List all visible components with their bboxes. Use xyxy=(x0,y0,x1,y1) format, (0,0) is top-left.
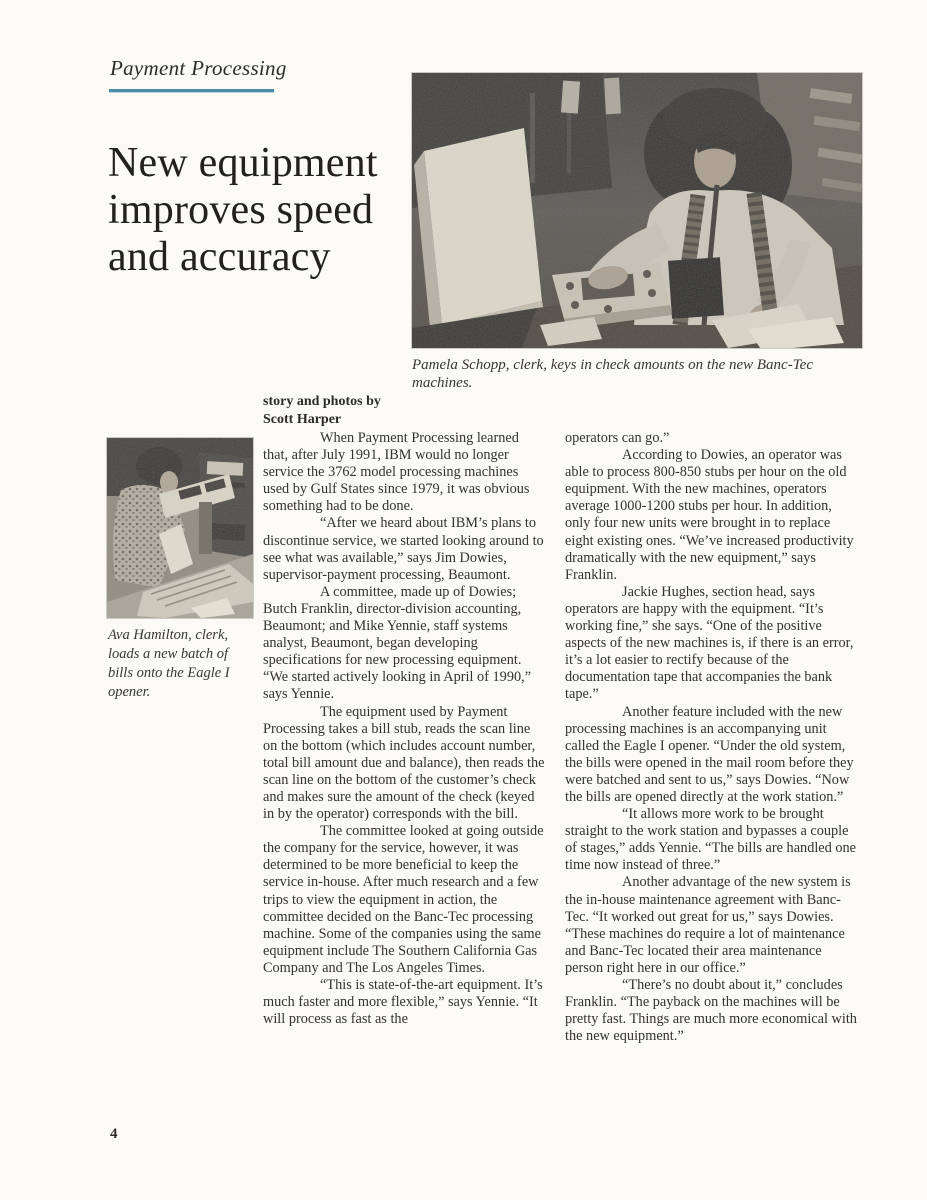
article-title-line-2: improves speed xyxy=(108,187,374,233)
body-paragraph: operators can go.” xyxy=(565,430,670,446)
body-paragraph: A committee, made up of Dowies; Butch Franklin, director-division accounting, Beaumont; and Mike Yennie, staff systems analyst, Beaumont, began developing specifications for new processing equipment. “We started actively looking in April of 1990,” says Yennie. xyxy=(263,583,532,703)
page-number: 4 xyxy=(110,1126,118,1142)
byline xyxy=(263,393,463,428)
side-photo-caption: Ava Hamilton, clerk, loads a new batch of bills onto the Eagle I opener. xyxy=(108,627,230,700)
body-paragraph: Another feature included with the new processing machines is an accompanying unit called the Eagle I opener. “Under the old system, the bills were opened in the mail room before they were batched and sent to us,” says Dowies. “Now the bills are opened directly at the work station.” xyxy=(565,703,854,805)
byline-line-2: Scott Harper xyxy=(263,411,342,427)
body-paragraph: “It allows more work to be brought straight to the work station and bypasses a couple of stages,” adds Yennie. “The bills are handled one time now instead of three.” xyxy=(565,806,857,874)
body-paragraph: “There’s no doubt about it,” concludes Franklin. “The payback on the machines will be pretty fast. Things are much more economical with the new equipment.” xyxy=(565,977,857,1045)
body-paragraph: According to Dowies, an operator was able to process 800-850 stubs per hour on the old equipment. With the new machines, operators average 1000-1200 stubs per hour. In addition, only four new units were brought in to replace eight existing ones. “We’ve increased productivity dramatically with the new equipment,” says Franklin. xyxy=(565,447,854,583)
article-column-2 xyxy=(565,430,857,1045)
kicker-underline-rule xyxy=(109,89,274,92)
main-photo-illustration xyxy=(412,73,862,348)
byline-line-1: story and photos by xyxy=(263,394,381,409)
article-column-1 xyxy=(263,430,547,1028)
body-paragraph: Jackie Hughes, section head, says operators are happy with the equipment. “It’s working fine,” she says. “One of the positive aspects of the new machines is, if there is an error, it’s a lot easier to rectify because of the documentation tape that accompanies the bank tape.” xyxy=(565,583,854,703)
body-paragraph: “After we heard about IBM’s plans to discontinue service, we started looking around to see what was available,” says Jim Dowies, supervisor-payment processing, Beaumont. xyxy=(263,515,544,583)
body-paragraph: When Payment Processing learned that, after July 1991, IBM would no longer service the 3762 model processing machines used by Gulf States since 1979, it was obvious something had to be done. xyxy=(263,430,530,515)
body-paragraph: The committee looked at going outside the company for the service, however, it was determined to be more beneficial to keep the service in-house. After much research and a few trips to view the equipment in action, the committee decided on the Banc-Tec processing machine. Some of the companies using the same equipment include The Southern California Gas Company and The Los Angeles Times. xyxy=(263,823,544,976)
main-photo xyxy=(412,73,862,348)
article-title xyxy=(108,140,438,281)
main-photo-caption: Pamela Schopp, clerk, keys in check amounts on the new Banc-Tec machines. xyxy=(412,357,813,391)
section-kicker: Payment Processing xyxy=(110,56,287,80)
article-title-line-3: and accuracy xyxy=(108,234,331,280)
side-photo xyxy=(107,438,253,618)
body-paragraph: Another advantage of the new system is the in-house maintenance agreement with Banc-Tec. “It worked out great for us,” says Dowies. “These machines do require a lot of maintenance and Banc-Tec located their area maintenance person right here in our office.” xyxy=(565,874,851,976)
body-paragraph: “This is state-of-the-art equipment. It’s much faster and more flexible,” says Yennie. “It will process as fast as the xyxy=(263,977,543,1028)
article-title-line-1: New equipment xyxy=(108,140,378,186)
side-photo-illustration xyxy=(107,438,253,618)
body-paragraph: The equipment used by Payment Processing takes a bill stub, reads the scan line on the bottom (which includes account number, total bill amount due and balance), then reads the scan line on the bottom of the customer’s check and makes sure the amount of the check (keyed in by the operator) corresponds with the bill. xyxy=(263,703,545,823)
